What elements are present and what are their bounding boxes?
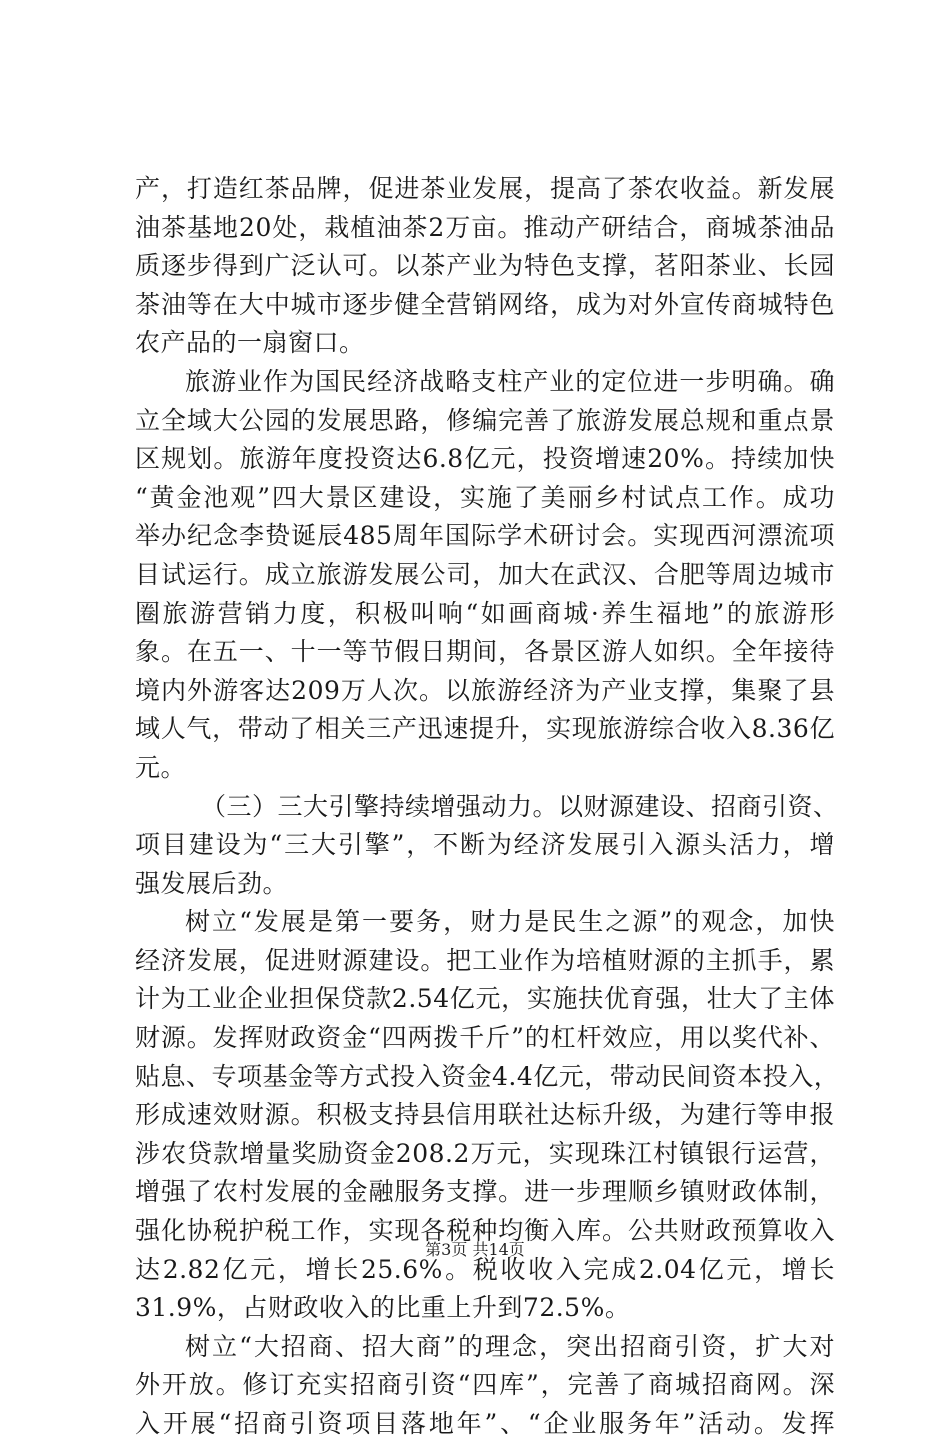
text-line: 质逐步得到广泛认可。以茶产业为特色支撑，茗阳茶业、长园 [135, 251, 835, 281]
text-line: 树立“大招商、招大商”的理念，突出招商引资，扩大对 [185, 1331, 835, 1361]
paragraph-finance [135, 903, 840, 1328]
text-line: 计为工业企业担保贷款2.54亿元，实施扶优育强，壮大了主体 [135, 984, 835, 1014]
text-line: 境内外游客达209万人次。以旅游经济为产业支撑，集聚了县 [135, 675, 835, 705]
text-line: 举办纪念李贽诞辰485周年国际学术研讨会。实现西河漂流项 [135, 521, 835, 551]
text-line: “黄金池观”四大景区建设，实施了美丽乡村试点工作。成功 [135, 482, 835, 512]
text-line: 强化协税护税工作，实现各税种均衡入库。公共财政预算收入 [135, 1216, 835, 1246]
text-line: 目试运行。成立旅游发展公司，加大在武汉、合肥等周边城市 [135, 559, 835, 589]
text-line: 增强了农村发展的金融服务支撑。进一步理顺乡镇财政体制， [135, 1177, 835, 1207]
text-line: 农产品的一扇窗口。 [135, 328, 365, 358]
section-heading-line: （三）三大引擎持续增强动力。以财源建设、招商引资、 [201, 791, 839, 821]
text-line: 涉农贷款增量奖励资金208.2万元，实现珠江村镇银行运营， [135, 1138, 835, 1168]
paragraph-three-engines [135, 788, 839, 904]
text-line: 入开展“招商引资项目落地年”、“企业服务年”活动。发挥 [135, 1409, 835, 1438]
text-line: 油茶基地20处，栽植油茶2万亩。推动产研结合，商城茶油品 [135, 212, 835, 242]
text-line: 象。在五一、十一等节假日期间，各景区游人如织。全年接待 [135, 637, 835, 667]
text-line: 项目建设为“三大引擎”，不断为经济发展引入源头活力，增 [135, 830, 835, 860]
paragraph-tourism [135, 363, 835, 788]
text-line: 树立“发展是第一要务，财力是民生之源”的观念，加快 [185, 907, 835, 937]
text-line: 旅游业作为国民经济战略支柱产业的定位进一步明确。确 [185, 366, 835, 396]
text-line: 立全域大公园的发展思路，修编完善了旅游发展总规和重点景 [135, 405, 835, 435]
text-line: 外开放。修订充实招商引资“四库”，完善了商城招商网。深 [135, 1370, 835, 1400]
text-line: 31.9%，占财政收入的比重上升到72.5%。 [135, 1293, 631, 1323]
text-line: 财源。发挥财政资金“四两拨千斤”的杠杆效应，用以奖代补、 [135, 1023, 835, 1053]
paragraph-tea-industry [135, 170, 835, 363]
text-line: 圈旅游营销力度，积极叫响“如画商城·养生福地”的旅游形 [135, 598, 835, 628]
paragraph-investment [135, 1328, 835, 1444]
text-line: 形成速效财源。积极支持县信用联社达标升级，为建行等申报 [135, 1100, 835, 1130]
text-line: 区规划。旅游年度投资达6.8亿元，投资增速20%。持续加快 [135, 444, 835, 474]
text-line: 产，打造红茶品牌，促进茶业发展，提高了茶农收益。新发展 [135, 174, 835, 203]
text-line: 贴息、专项基金等方式投入资金4.4亿元，带动民间资本投入， [135, 1061, 840, 1091]
page-number-footer: 第3页 共14页 [425, 1240, 525, 1259]
text-line: 经济发展，促进财源建设。把工业作为培植财源的主抓手，累 [135, 945, 835, 975]
text-line: 强发展后劲。 [135, 868, 289, 898]
text-line: 元。 [135, 752, 187, 782]
text-line: 达2.82亿元，增长25.6%。税收收入完成2.04亿元，增长 [135, 1254, 835, 1284]
text-line: 域人气，带动了相关三产迅速提升，实现旅游综合收入8.36亿 [135, 714, 835, 744]
text-line: 茶油等在大中城市逐步健全营销网络，成为对外宣传商城特色 [135, 289, 835, 319]
